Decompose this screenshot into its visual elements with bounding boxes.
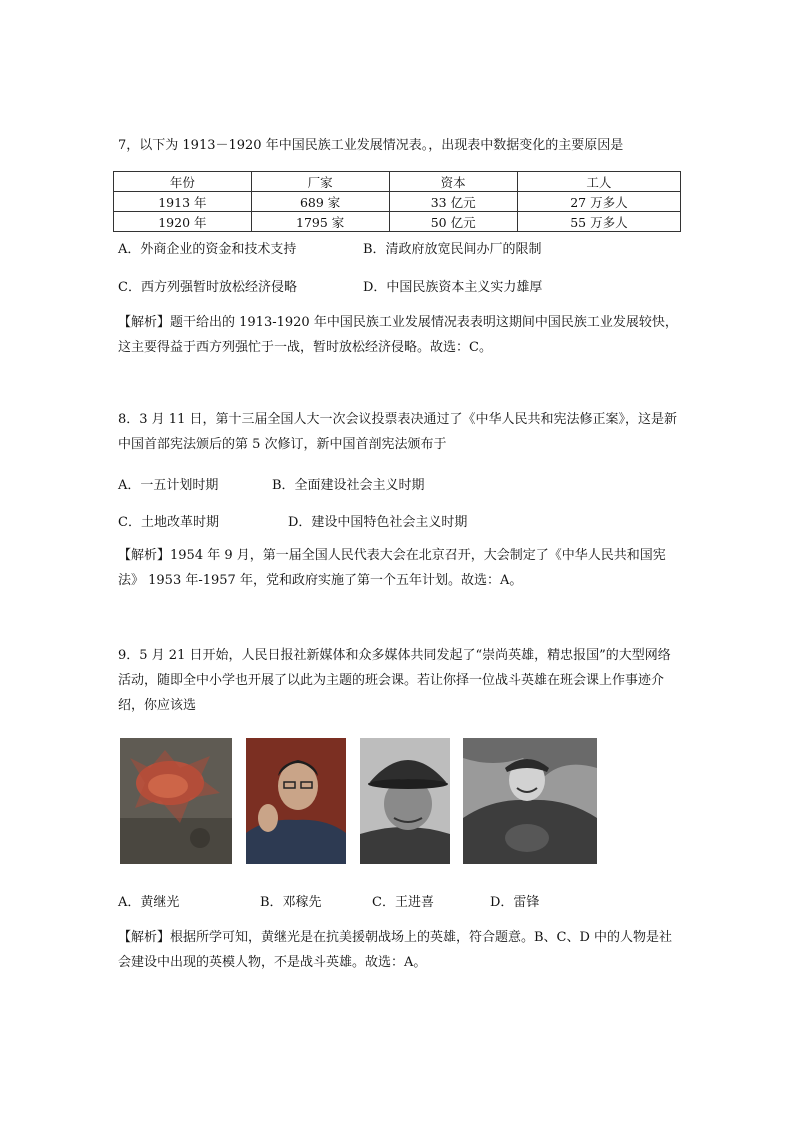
table-header-cell: 工人 — [517, 172, 680, 192]
table-cell: 1920 年 — [114, 212, 252, 232]
q9-analysis: 【解析】根据所学可知，黄继光是在抗美援朝战场上的英雄，符合题意。B、C、D 中的人物是社会建设中出现的英模人物，不是战斗英雄。故选：A。 — [118, 930, 673, 970]
q7-option-b: B．清政府放宽民间办厂的限制 — [363, 242, 542, 257]
table-cell: 689 家 — [251, 192, 389, 212]
q9-option-d: D．雷锋 — [490, 895, 540, 910]
q9-option-c: C．王进喜 — [372, 895, 434, 910]
table-header-cell: 厂家 — [251, 172, 389, 192]
q8-option-d: D．建设中国特色社会主义时期 — [288, 515, 468, 530]
photo-deng-jiaxian — [246, 738, 346, 864]
photo-lei-feng — [463, 738, 597, 864]
q8-option-a: A．一五计划时期 — [118, 478, 219, 493]
table-row — [114, 192, 681, 212]
photo-wang-jinxi — [360, 738, 450, 864]
q7-analysis: 【解析】题干给出的 1913-1920 年中国民族工业发展情况表表明这期间中国民族工业发展较快，这主要得益于西方列强忙于一战，暂时放松经济侵略。故选：C。 — [118, 315, 678, 355]
table-cell: 1913 年 — [114, 192, 252, 212]
q8-option-b: B．全面建设社会主义时期 — [272, 478, 425, 493]
q7-table — [113, 171, 681, 232]
q9-stem: 9．5 月 21 日开始，人民日报社新媒体和众多媒体共同发起了“崇尚英雄，精忠报国”的大型网络活动，随即全中小学也开展了以此为主题的班会课。若让你择一位战斗英雄在班会课上作事迹介绍，你应该选 — [118, 648, 671, 713]
q7-option-c: C．西方列强暂时放松经济侵略 — [118, 280, 297, 295]
q8-option-c: C．土地改革时期 — [118, 515, 219, 530]
table-header-cell: 资本 — [389, 172, 517, 192]
photo-huang-jiguang — [120, 738, 232, 864]
table-cell: 27 万多人 — [517, 192, 680, 212]
q8-stem: 8．3 月 11 日，第十三届全国人大一次会议投票表决通过了《中华人民共和宪法修正案》，这是新中国首部宪法颁后的第 5 次修订，新中国首剖宪法颁布于 — [118, 412, 677, 452]
q9-option-a: A．黄继光 — [118, 895, 180, 910]
q7-stem: 7，以下为 1913－1920 年中国民族工业发展情况表。，出现表中数据变化的主要原因是 — [118, 138, 624, 153]
table-cell: 55 万多人 — [517, 212, 680, 232]
table-header-cell: 年份 — [114, 172, 252, 192]
q9-option-b: B．邓稼先 — [260, 895, 322, 910]
q8-analysis: 【解析】1954 年 9 月，第一届全国人民代表大会在北京召开，大会制定了《中华人民共和国宪法》 1953 年-1957 年，党和政府实施了第一个五年计划。故选：A。 — [118, 548, 666, 588]
table-cell: 50 亿元 — [389, 212, 517, 232]
table-cell: 33 亿元 — [389, 192, 517, 212]
table-cell: 1795 家 — [251, 212, 389, 232]
q7-option-a: A．外商企业的资金和技术支持 — [118, 242, 297, 257]
q7-option-d: D．中国民族资本主义实力雄厚 — [363, 280, 543, 295]
table-row — [114, 212, 681, 232]
table-header-row — [114, 172, 681, 192]
